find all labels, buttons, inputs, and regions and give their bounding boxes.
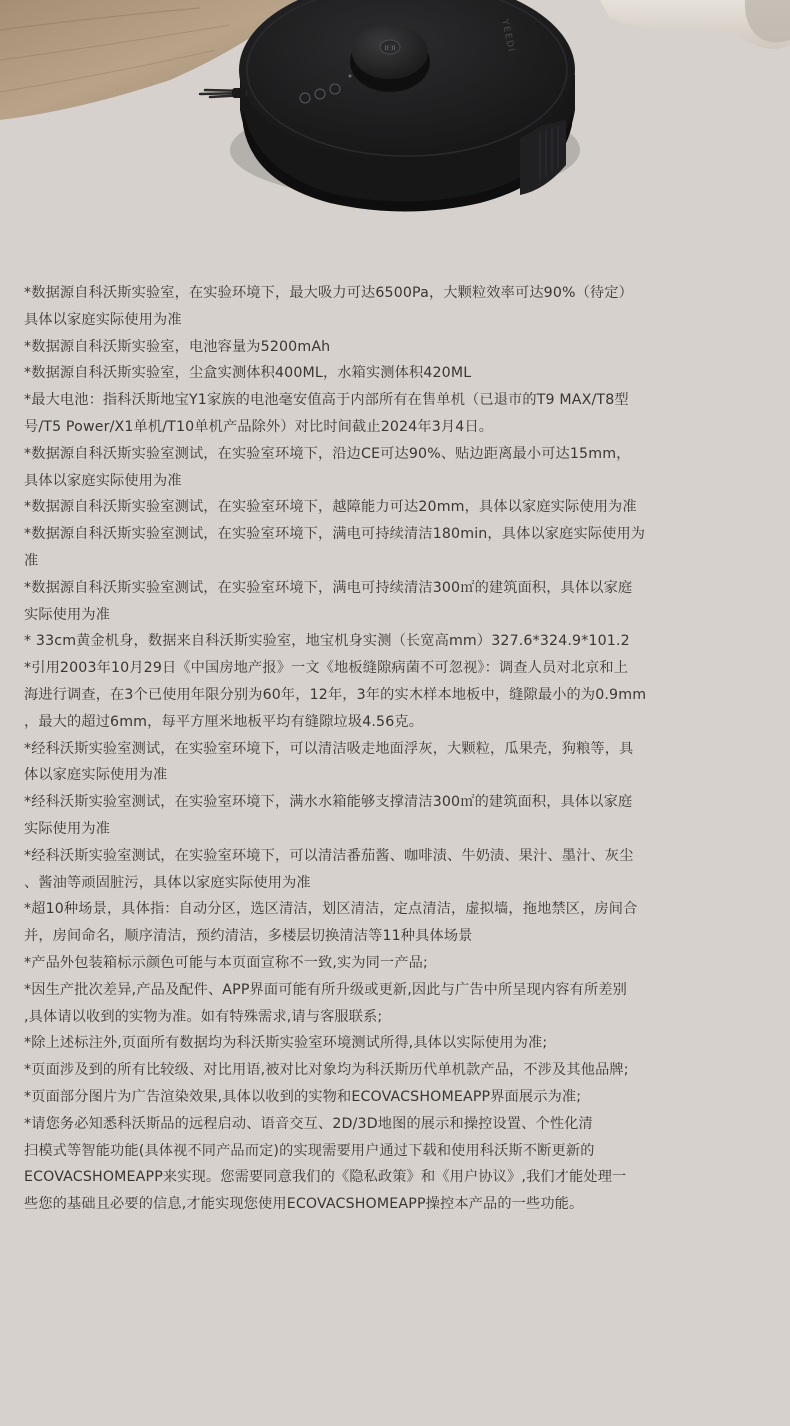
- robot-vacuum-illustration: [0, 0, 790, 250]
- hero-product-image: [0, 0, 790, 250]
- disclaimer-line: *引用2003年10月29日《中国房地产报》一文《地板缝隙病菌不可忽视》：调查人员对北京和上: [24, 660, 629, 677]
- disclaimer-line: *数据源自科沃斯实验室，在实验环境下，最大吸力可达6500Pa，大颗粒效率可达90%（待定）: [24, 285, 633, 301]
- disclaimer-line: ，最大的超过6mm，每平方厘米地板平均有缝隙垃圾4.56克。: [24, 713, 424, 730]
- disclaimer-line: *因生产批次差异,产品及配件、APP界面可能有所升级或更新,因此与广告中所呈现内容有所差别: [24, 981, 627, 998]
- disclaimer-line: 扫模式等智能功能(具体视不同产品而定)的实现需要用户通过下载和使用科沃斯不断更新的: [24, 1142, 595, 1159]
- brand-logo: YEEDI: [499, 18, 516, 54]
- disclaimer-line: 实际使用为准: [24, 606, 111, 623]
- disclaimer-line: *数据源自科沃斯实验室测试，在实验室环境下，满电可持续清洁180min，具体以家庭实际使用为: [24, 526, 646, 543]
- svg-text:((·)): ((·)): [384, 45, 396, 52]
- disclaimer-line: 海进行调查，在3个已使用年限分别为60年，12年，3年的实木样本地板中，缝隙最小的为0.9mm: [24, 686, 647, 703]
- disclaimer-line: *页面部分图片为广告渲染效果,具体以收到的实物和ECOVACSHOMEAPP界面展示为准;: [24, 1088, 582, 1105]
- disclaimer-line: 并，房间命名，顺序清洁，预约清洁，多楼层切换清洁等11种具体场景: [24, 928, 473, 945]
- disclaimer-line: 具体以家庭实际使用为准: [24, 472, 182, 489]
- disclaimer-line: *产品外包装箱标示颜色可能与本页面宣称不一致,实为同一产品;: [24, 954, 428, 971]
- disclaimer-line: 、酱油等顽固脏污，具体以家庭实际使用为准: [24, 874, 311, 891]
- disclaimer-line: 体以家庭实际使用为准: [24, 767, 168, 784]
- disclaimer-line: * 33cm黄金机身，数据来自科沃斯实验室，地宝机身实测（长宽高mm）327.6*324.9*101.2: [24, 633, 630, 650]
- disclaimer-line: *经科沃斯实验室测试，在实验室环境下，可以清洁番茄酱、咖啡渍、牛奶渍、果汁、墨汁、灰尘: [24, 847, 634, 864]
- disclaimer-line: 准: [24, 552, 39, 569]
- disclaimer-line: *除上述标注外,页面所有数据均为科沃斯实验室环境测试所得,具体以实际使用为准;: [24, 1035, 548, 1052]
- disclaimer-line: 具体以家庭实际使用为准: [24, 311, 182, 328]
- disclaimer-line: ,具体请以收到的实物为准。如有特殊需求,请与客服联系;: [24, 1008, 383, 1025]
- disclaimer-line: ECOVACSHOMEAPP来实现。您需要同意我们的《隐私政策》和《用户协议》,我们才能处理一: [24, 1169, 627, 1186]
- disclaimer-line: *超10种场景，具体指：自动分区，选区清洁，划区清洁，定点清洁，虚拟墙，拖地禁区，房间合: [24, 901, 638, 918]
- disclaimer-line: *经科沃斯实验室测试，在实验室环境下，满水水箱能够支撑清洁300㎡的建筑面积，具体以家庭: [24, 794, 633, 811]
- disclaimer-line: *数据源自科沃斯实验室测试，在实验室环境下，满电可持续清洁300㎡的建筑面积，具体以家庭: [24, 579, 633, 596]
- disclaimer-line: 实际使用为准: [24, 820, 111, 837]
- disclaimer-line: 号/T5 Power/X1单机/T10单机产品除外）对比时间截止2024年3月4日。: [24, 418, 494, 435]
- disclaimer-line: *页面涉及到的所有比较级、对比用语,被对比对象均为科沃斯历代单机款产品，不涉及其他品牌;: [24, 1062, 629, 1079]
- disclaimer-line: *请您务必知悉科沃斯品的远程启动、语音交互、2D/3D地图的展示和操控设置、个性化清: [24, 1115, 593, 1132]
- disclaimer-line: *最大电池：指科沃斯地宝Y1家族的电池毫安值高于内部所有在售单机（已退市的T9 MAX/T8型: [24, 392, 629, 409]
- disclaimer-line: 些您的基础且必要的信息,才能实现您使用ECOVACSHOMEAPP操控本产品的一些功能。: [24, 1196, 584, 1213]
- disclaimer-line: *数据源自科沃斯实验室，尘盒实测体积400ML，水箱实测体积420ML: [24, 365, 472, 382]
- disclaimer-list: [24, 280, 776, 1218]
- disclaimer-line: *数据源自科沃斯实验室，电池容量为5200mAh: [24, 338, 331, 355]
- disclaimer-line: *经科沃斯实验室测试，在实验室环境下，可以清洁吸走地面浮灰，大颗粒，瓜果壳，狗粮等，具: [24, 740, 634, 757]
- disclaimer-line: *数据源自科沃斯实验室测试，在实验室环境下，沿边CE可达90%、贴边距离最小可达15mm，: [24, 445, 631, 462]
- disclaimer-line: *数据源自科沃斯实验室测试，在实验室环境下，越障能力可达20mm，具体以家庭实际使用为准: [24, 499, 637, 516]
